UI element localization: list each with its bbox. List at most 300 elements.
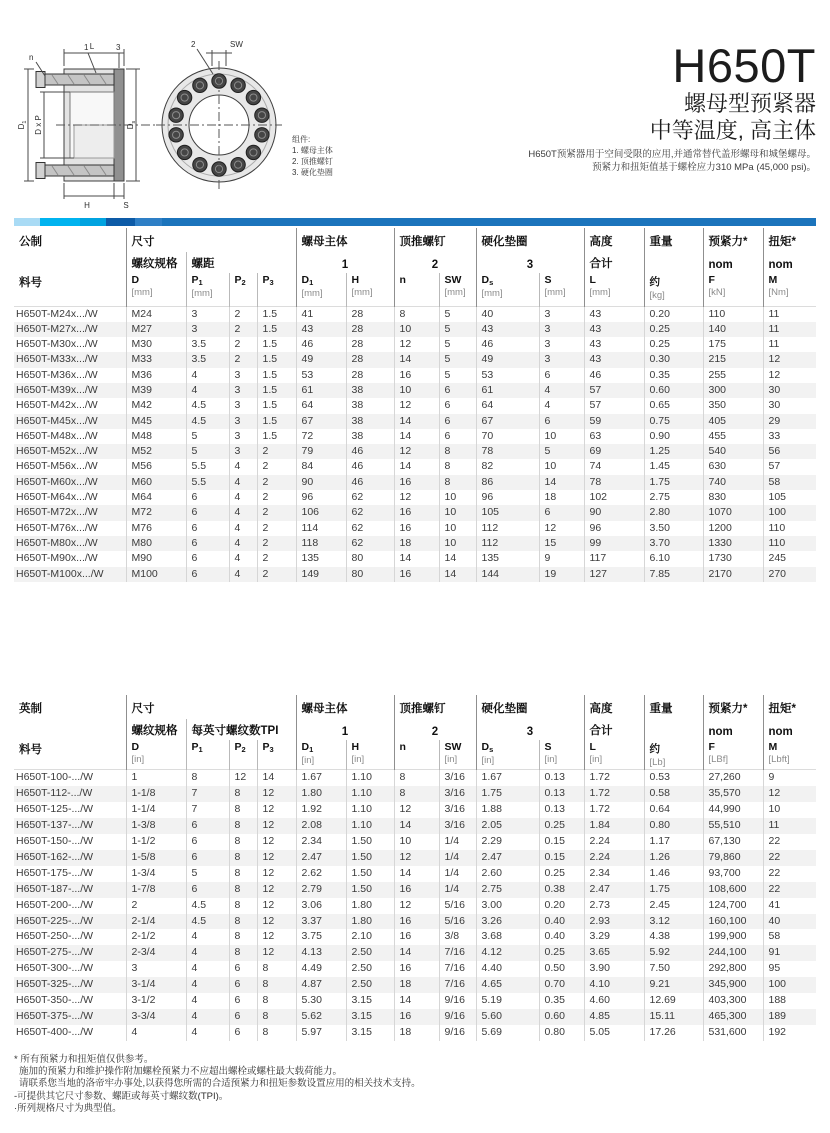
table-cell: 14 <box>394 818 439 834</box>
column-header: 料号 <box>19 277 42 289</box>
table-cell: 2 <box>257 475 296 490</box>
table-cell: 0.70 <box>539 977 584 993</box>
column-header: P1 <box>186 740 229 770</box>
footnote-line: 请联系您当地的洛帝牢办事处,以获得您所需的合适预紧力和扭矩参数设置应用的相关技术支持。 <box>19 1078 421 1090</box>
group-header: 硬化垫圈 <box>476 695 584 719</box>
title-block <box>366 36 816 214</box>
table-cell: 4.65 <box>476 977 539 993</box>
table-cell: 0.38 <box>539 882 584 898</box>
table-row <box>14 567 816 582</box>
table-cell: 455 <box>703 429 763 444</box>
table-cell: 6 <box>186 834 229 850</box>
column-header: D [in] <box>126 740 186 770</box>
table-row <box>14 337 816 352</box>
table-cell: 3.26 <box>476 914 539 930</box>
table-row <box>14 961 816 977</box>
table-cell: 4 <box>186 383 229 398</box>
table-cell: 2 <box>257 490 296 505</box>
table-cell: 2.50 <box>346 961 394 977</box>
sub-header: 2 <box>394 252 476 273</box>
table-cell: 61 <box>296 383 346 398</box>
table-cell: 82 <box>476 459 539 474</box>
table-cell: 1.5 <box>257 352 296 367</box>
table-cell: M48 <box>126 429 186 444</box>
table-cell: 1.5 <box>257 414 296 429</box>
table-cell: 6.10 <box>644 551 703 566</box>
table-cell: 0.35 <box>539 993 584 1009</box>
table-cell: 4 <box>186 929 229 945</box>
table-cell: 5.5 <box>186 475 229 490</box>
sub-header: 3 <box>476 252 584 273</box>
table-cell: 29 <box>763 414 816 429</box>
product-subtitle2: 中等温度, 高主体 <box>649 118 816 143</box>
table-cell: 2 <box>257 444 296 459</box>
table-cell: 0.60 <box>644 383 703 398</box>
table-cell: 1.75 <box>644 882 703 898</box>
table-cell: 1-3/4 <box>126 866 186 882</box>
table-cell: 9 <box>763 770 816 786</box>
drawing-area <box>14 36 366 214</box>
table-cell: 93,700 <box>703 866 763 882</box>
table-cell: 7/16 <box>439 961 476 977</box>
table-row <box>14 929 816 945</box>
footnote-line: -可提供其它尺寸参数、螺距或每英寸螺纹数(TPI)。 <box>14 1090 229 1102</box>
table-cell: 4.5 <box>186 398 229 413</box>
table-cell: 16 <box>394 368 439 383</box>
table-cell: 5 <box>186 444 229 459</box>
table-cell: 5 <box>439 322 476 337</box>
jack-screw-head <box>255 128 269 142</box>
table-cell: 135 <box>296 551 346 566</box>
dim-label-sw: SW <box>230 40 243 49</box>
table-cell: M30 <box>126 337 186 352</box>
table-cell: 6 <box>186 521 229 536</box>
table-cell: 12 <box>257 914 296 930</box>
table-cell: 10 <box>394 383 439 398</box>
table-cell: 5/16 <box>439 898 476 914</box>
table-cell: 22 <box>763 882 816 898</box>
table-cell: 3 <box>126 961 186 977</box>
table-cell: 8 <box>229 834 257 850</box>
table-cell: 11 <box>763 818 816 834</box>
table-cell: 105 <box>476 505 539 520</box>
table-cell: 16 <box>394 505 439 520</box>
column-header: 料号 <box>19 743 42 756</box>
table-cell: 17.26 <box>644 1025 703 1041</box>
part-number-cell: H650T-350-.../W <box>16 994 94 1007</box>
table-cell: 5 <box>539 444 584 459</box>
table-cell: 7/16 <box>439 977 476 993</box>
table-cell: 1.26 <box>644 850 703 866</box>
table-cell: 4 <box>539 398 584 413</box>
group-header: 尺寸 <box>126 228 296 252</box>
table-cell: 2.62 <box>296 866 346 882</box>
table-cell: 2-1/2 <box>126 929 186 945</box>
table-cell: M52 <box>126 444 186 459</box>
table-cell: M76 <box>126 521 186 536</box>
table-cell: 46 <box>476 337 539 352</box>
table-cell: 0.25 <box>644 337 703 352</box>
part-number-cell: H650T-150-.../W <box>16 834 94 847</box>
table-cell: 8 <box>439 444 476 459</box>
table-cell: 0.15 <box>539 834 584 850</box>
part-number-cell: H650T-375-.../W <box>16 1009 94 1022</box>
column-header: P3 <box>257 740 296 770</box>
table-cell: 78 <box>584 475 644 490</box>
table-cell: 10 <box>439 505 476 520</box>
table-cell: 57 <box>763 459 816 474</box>
callout-3: 3 <box>116 43 121 52</box>
table-cell: 4 <box>229 521 257 536</box>
column-header: Ds [in] <box>476 740 539 770</box>
table-cell: 5 <box>186 429 229 444</box>
table-row <box>14 802 816 818</box>
sub-header: 螺纹规格 <box>126 719 186 740</box>
part-number-cell: H650T-M72x.../W <box>16 506 98 519</box>
table-cell: 0.50 <box>539 961 584 977</box>
table-cell: 67 <box>476 414 539 429</box>
jack-screw-head <box>177 145 191 159</box>
table-row <box>14 866 816 882</box>
table-cell: 4 <box>229 536 257 551</box>
accent-bar-segment <box>106 218 135 226</box>
table-cell: 16 <box>394 882 439 898</box>
sub-header: nom <box>763 252 816 273</box>
table-cell: 5 <box>186 866 229 882</box>
table-cell: 3.65 <box>584 945 644 961</box>
table-cell: M100 <box>126 567 186 582</box>
table-cell: 12 <box>394 398 439 413</box>
table-cell: 117 <box>584 551 644 566</box>
table-cell: 4 <box>229 475 257 490</box>
table-cell: 38 <box>346 383 394 398</box>
table-cell: 1.46 <box>644 866 703 882</box>
table-cell: 0.40 <box>539 929 584 945</box>
table-cell: 1.80 <box>296 786 346 802</box>
table-cell: 3.15 <box>346 993 394 1009</box>
table-cell: 64 <box>296 398 346 413</box>
table-cell: 4 <box>229 459 257 474</box>
table-cell: 8 <box>229 898 257 914</box>
part-number-cell: H650T-M90x.../W <box>16 552 98 565</box>
product-description <box>366 149 816 174</box>
table-cell: 1.5 <box>257 429 296 444</box>
footnotes <box>14 1054 816 1115</box>
table-cell: 7 <box>186 786 229 802</box>
column-header: S [mm] <box>539 273 584 306</box>
table-cell: 91 <box>763 945 816 961</box>
table-cell: 14 <box>439 567 476 582</box>
column-header: D [mm] <box>126 273 186 306</box>
table-cell: 3.00 <box>476 898 539 914</box>
table-cell: 28 <box>346 352 394 367</box>
table-cell: 5.62 <box>296 1009 346 1025</box>
table-cell: 12 <box>394 802 439 818</box>
table-cell: 16 <box>394 929 439 945</box>
table-row <box>14 850 816 866</box>
table-cell: 41 <box>296 306 346 322</box>
table-cell: 12.69 <box>644 993 703 1009</box>
table-cell: 0.58 <box>644 786 703 802</box>
table-cell: 4.5 <box>186 914 229 930</box>
table-cell: 3 <box>539 352 584 367</box>
group-header: 螺母主体 <box>296 695 394 719</box>
table-cell: 100 <box>763 505 816 520</box>
table-cell: 5 <box>439 352 476 367</box>
table-cell: 3/16 <box>439 786 476 802</box>
part-number-cell: H650T-M30x.../W <box>16 338 98 351</box>
group-header: 高度 <box>584 695 644 719</box>
table-cell: 5.92 <box>644 945 703 961</box>
table-cell: 4 <box>229 551 257 566</box>
table-cell: 2.10 <box>346 929 394 945</box>
table-row <box>14 945 816 961</box>
table-cell: 7.50 <box>644 961 703 977</box>
table-cell: 2.50 <box>346 945 394 961</box>
column-header: D1 [in] <box>296 740 346 770</box>
table-cell: 3.5 <box>186 352 229 367</box>
table-cell: 188 <box>763 993 816 1009</box>
metric-table-section <box>14 218 816 582</box>
table-cell: 16 <box>394 567 439 582</box>
table-cell: 8 <box>257 1009 296 1025</box>
table-cell: 1-1/8 <box>126 786 186 802</box>
imperial-table <box>14 695 816 1041</box>
table-cell: 84 <box>296 459 346 474</box>
table-row <box>14 306 816 322</box>
table-cell: 1.75 <box>476 786 539 802</box>
description-line: H650T预紧器用于空间受限的应用,并通常替代盖形螺母和城堡螺母。 <box>528 149 816 160</box>
page-title: H650T <box>672 39 816 92</box>
table-cell: 2.05 <box>476 818 539 834</box>
table-cell: 10 <box>439 536 476 551</box>
table-cell: 41 <box>763 898 816 914</box>
table-cell: 15.11 <box>644 1009 703 1025</box>
table-cell: 830 <box>703 490 763 505</box>
group-header: 英制 <box>19 702 42 715</box>
table-row <box>14 444 816 459</box>
table-cell: 46 <box>584 368 644 383</box>
table-cell: 3.50 <box>644 521 703 536</box>
table-cell: 3.06 <box>296 898 346 914</box>
table-cell: 62 <box>346 536 394 551</box>
table-cell: 1.5 <box>257 398 296 413</box>
table-cell: 1.67 <box>476 770 539 786</box>
table-cell: 4 <box>229 505 257 520</box>
table-cell: 12 <box>763 786 816 802</box>
part-number-cell: H650T-400-.../W <box>16 1025 94 1038</box>
table-row <box>14 490 816 505</box>
legend-item: 2. 顶推螺钉 <box>292 157 333 166</box>
table-cell: 46 <box>346 444 394 459</box>
table-cell: 14 <box>257 770 296 786</box>
table-cell: 53 <box>296 368 346 383</box>
table-cell: 2 <box>257 551 296 566</box>
accent-bar-segment <box>80 218 106 226</box>
table-cell: 12 <box>394 850 439 866</box>
table-cell: 95 <box>763 961 816 977</box>
table-cell: 0.64 <box>644 802 703 818</box>
table-cell: 8 <box>229 882 257 898</box>
table-cell: 6 <box>439 414 476 429</box>
table-cell: 3.75 <box>296 929 346 945</box>
table-cell: 4.13 <box>296 945 346 961</box>
table-cell: 55,510 <box>703 818 763 834</box>
table-cell: 62 <box>346 521 394 536</box>
table-cell: 4.40 <box>476 961 539 977</box>
table-cell: 2.50 <box>346 977 394 993</box>
part-number-cell: H650T-M80x.../W <box>16 536 98 549</box>
table-cell: 61 <box>476 383 539 398</box>
sub-header: nom <box>703 719 763 740</box>
sub-header <box>14 252 126 273</box>
table-cell: 2 <box>257 536 296 551</box>
table-cell: 69 <box>584 444 644 459</box>
table-cell: 0.25 <box>644 322 703 337</box>
table-cell: 3.15 <box>346 1025 394 1041</box>
table-cell: M33 <box>126 352 186 367</box>
table-cell: 740 <box>703 475 763 490</box>
table-cell: 403,300 <box>703 993 763 1009</box>
table-cell: 10 <box>539 459 584 474</box>
table-cell: 3.70 <box>644 536 703 551</box>
table-cell: 16 <box>394 1009 439 1025</box>
table-cell: 40 <box>763 914 816 930</box>
table-cell: 1.10 <box>346 818 394 834</box>
part-number-cell: H650T-M36x.../W <box>16 368 98 381</box>
sub-header: 2 <box>394 719 476 740</box>
table-cell: 14 <box>394 352 439 367</box>
dim-label-n: n <box>29 53 34 62</box>
table-cell: 1.10 <box>346 770 394 786</box>
table-cell: M39 <box>126 383 186 398</box>
table-cell: 8 <box>257 977 296 993</box>
table-cell: 22 <box>763 866 816 882</box>
table-cell: 5.60 <box>476 1009 539 1025</box>
sub-header <box>644 719 703 740</box>
part-number-cell: H650T-187-.../W <box>16 882 94 895</box>
accent-bar-segment <box>162 218 816 226</box>
accent-bar-segment <box>135 218 162 226</box>
group-header: 公制 <box>19 236 42 248</box>
column-header: P3 <box>257 273 296 306</box>
jack-screw-head <box>255 108 269 122</box>
table-cell: 38 <box>346 429 394 444</box>
table-cell: 3 <box>229 414 257 429</box>
table-cell: 12 <box>257 898 296 914</box>
table-cell: 199,900 <box>703 929 763 945</box>
table-cell: 3 <box>229 429 257 444</box>
table-cell: 6 <box>439 383 476 398</box>
table-cell: 4 <box>186 368 229 383</box>
sub-header: 1 <box>296 719 394 740</box>
table-cell: 1.5 <box>257 383 296 398</box>
table-cell: 14 <box>394 945 439 961</box>
part-number-cell: H650T-M64x.../W <box>16 491 98 504</box>
table-cell: 3.90 <box>584 961 644 977</box>
table-cell: 1.50 <box>346 834 394 850</box>
table-row <box>14 521 816 536</box>
table-cell: 12 <box>394 490 439 505</box>
table-cell: 33 <box>763 429 816 444</box>
table-cell: 3 <box>539 306 584 322</box>
table-cell: 6 <box>186 850 229 866</box>
column-header: M [Nm] <box>763 273 816 306</box>
table-cell: 1.25 <box>644 444 703 459</box>
table-cell: M27 <box>126 322 186 337</box>
table-cell: 1.45 <box>644 459 703 474</box>
table-cell: 2.29 <box>476 834 539 850</box>
column-header: S [in] <box>539 740 584 770</box>
part-number-cell: H650T-M33x.../W <box>16 353 98 366</box>
table-cell: 2.75 <box>476 882 539 898</box>
group-header: 顶推螺钉 <box>394 228 476 252</box>
table-cell: 465,300 <box>703 1009 763 1025</box>
table-row <box>14 536 816 551</box>
table-cell: 0.25 <box>539 818 584 834</box>
table-cell: 3.15 <box>346 1009 394 1025</box>
table-cell: 110 <box>763 521 816 536</box>
table-cell: 1.5 <box>257 337 296 352</box>
part-number-cell: H650T-M100x.../W <box>16 567 104 580</box>
table-cell: M90 <box>126 551 186 566</box>
table-cell: 345,900 <box>703 977 763 993</box>
table-row <box>14 429 816 444</box>
table-cell: 1.5 <box>257 368 296 383</box>
table-cell: 28 <box>346 368 394 383</box>
part-number-cell: H650T-325-.../W <box>16 978 94 991</box>
table-cell: 0.30 <box>644 352 703 367</box>
metric-table <box>14 228 816 582</box>
group-header: 重量 <box>644 695 703 719</box>
table-cell: 5.5 <box>186 459 229 474</box>
table-cell: 9/16 <box>439 1009 476 1025</box>
table-cell: 1.92 <box>296 802 346 818</box>
column-header: 约 [Lb] <box>644 740 703 770</box>
table-cell: 2.24 <box>584 850 644 866</box>
table-cell: 1730 <box>703 551 763 566</box>
table-cell: 8 <box>439 475 476 490</box>
part-number-cell: H650T-225-.../W <box>16 914 94 927</box>
table-cell: 14 <box>539 475 584 490</box>
table-cell: 0.90 <box>644 429 703 444</box>
table-cell: 1-3/8 <box>126 818 186 834</box>
table-cell: 44,990 <box>703 802 763 818</box>
table-cell: 49 <box>296 352 346 367</box>
group-header: 扭矩* <box>763 228 816 252</box>
table-cell: 12 <box>229 770 257 786</box>
table-cell: 12 <box>257 882 296 898</box>
table-cell: 46 <box>346 475 394 490</box>
dim-label-d1: $D_1$ <box>17 120 28 130</box>
sub-header <box>644 252 703 273</box>
table-cell: 127 <box>584 567 644 582</box>
table-cell: 6 <box>229 977 257 993</box>
jack-screw-head <box>246 90 260 104</box>
table-cell: 5 <box>439 337 476 352</box>
group-header: 预紧力* <box>703 228 763 252</box>
table-cell: 4 <box>186 977 229 993</box>
table-cell: 38 <box>346 414 394 429</box>
table-cell: 4 <box>229 490 257 505</box>
table-cell: 53 <box>476 368 539 383</box>
table-cell: 3 <box>229 368 257 383</box>
table-cell: 1.75 <box>644 475 703 490</box>
table-cell: 16 <box>394 475 439 490</box>
table-cell: 57 <box>584 383 644 398</box>
table-cell: 2.34 <box>296 834 346 850</box>
table-cell: 1.17 <box>644 834 703 850</box>
